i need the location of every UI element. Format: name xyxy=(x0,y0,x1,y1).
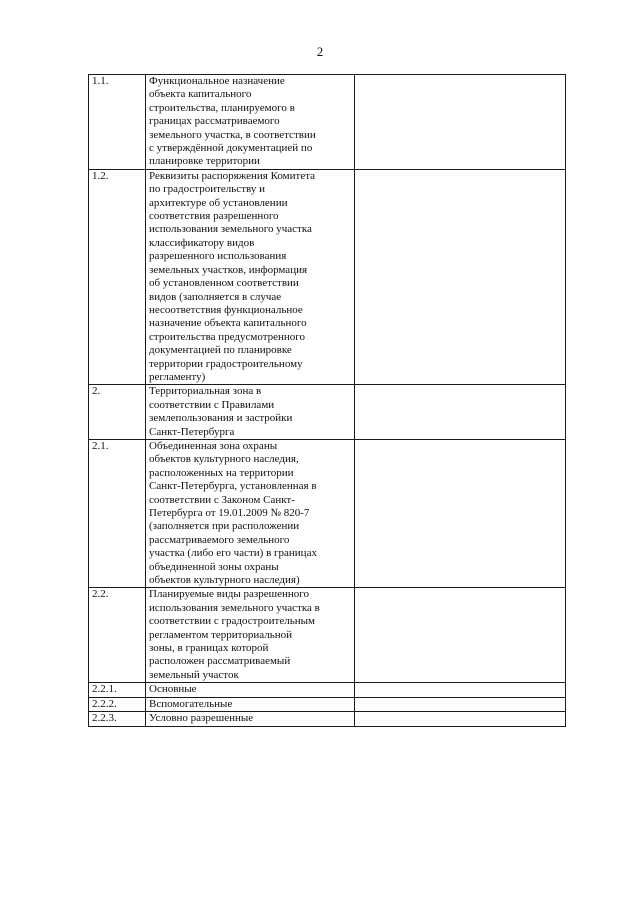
table-row xyxy=(89,697,566,711)
row-value-field[interactable] xyxy=(355,439,566,587)
row-label-line: территории градостроительному xyxy=(149,357,303,370)
row-label-line: объекта капитального xyxy=(149,88,252,101)
row-label xyxy=(146,385,355,440)
row-number: 1.2. xyxy=(89,169,146,385)
row-label-line: соответствии с Правилами xyxy=(149,398,275,411)
table-row xyxy=(89,439,566,587)
row-label-line: регламенту) xyxy=(149,370,206,383)
table-row xyxy=(89,385,566,440)
row-label-line: расположен рассматриваемый xyxy=(149,655,291,668)
row-value-field[interactable] xyxy=(355,169,566,385)
row-label-line: землепользования и застройки xyxy=(149,412,293,425)
row-label-line: использования земельного участка xyxy=(149,223,312,236)
row-label-line: Объединенная зона охраны xyxy=(149,439,278,452)
table-row xyxy=(89,75,566,170)
row-label-line: участка (либо его части) в границах xyxy=(149,547,317,560)
row-label-line: несоответствия функциональное xyxy=(149,303,303,316)
table-row xyxy=(89,712,566,726)
row-label-line: по градостроительству и xyxy=(149,183,265,196)
row-number: 1.1. xyxy=(89,75,146,170)
table-row xyxy=(89,169,566,385)
page-number: 2 xyxy=(316,44,324,59)
row-label-line: (заполняется при расположении xyxy=(149,520,300,533)
row-label-line: использования земельного участка в xyxy=(149,601,320,614)
row-label-line: назначение объекта капитального xyxy=(149,317,307,330)
row-value-field[interactable] xyxy=(355,712,566,726)
row-label xyxy=(146,683,355,697)
row-value-field[interactable] xyxy=(355,683,566,697)
row-label-line: видов (заполняется в случае xyxy=(149,290,282,303)
row-value-field[interactable] xyxy=(355,697,566,711)
row-label-line: Планируемые виды разрешенного xyxy=(149,588,309,601)
row-label-line: Вспомогательные xyxy=(149,697,233,710)
form-table-body xyxy=(89,75,566,727)
row-label-line: Территориальная зона в xyxy=(149,385,262,398)
row-label-line: объединенной зоны охраны xyxy=(149,560,279,573)
row-number: 2. xyxy=(89,385,146,440)
row-value-field[interactable] xyxy=(355,75,566,170)
row-label-line: об установленном соответствии xyxy=(149,277,299,290)
row-label-line: архитектуре об установлении xyxy=(149,196,288,209)
row-label-line: объектов культурного наследия, xyxy=(149,453,299,466)
row-label-line: границах рассматриваемого xyxy=(149,115,280,128)
row-label-line: соответствия разрешенного xyxy=(149,210,279,223)
row-label-line: земельного участка, в соответствии xyxy=(149,128,316,141)
row-number: 2.2. xyxy=(89,588,146,683)
row-label-line: разрешенного использования xyxy=(149,250,287,263)
row-label-line: Санкт-Петербурга xyxy=(149,425,235,438)
row-label-line: объектов культурного наследия) xyxy=(149,574,300,587)
row-label-line: рассматриваемого земельного xyxy=(149,533,290,546)
row-label-line: регламентом территориальной xyxy=(149,628,292,641)
row-label-line: строительства предусмотренного xyxy=(149,330,306,343)
row-label-line: Основные xyxy=(149,683,197,696)
row-number: 2.2.2. xyxy=(89,697,146,711)
row-label-line: планировке территории xyxy=(149,155,260,168)
row-label-line: соответствии с Законом Санкт- xyxy=(149,493,295,506)
row-label xyxy=(146,588,355,683)
row-label-line: с утверждённой документацией по xyxy=(149,142,313,155)
row-value-field[interactable] xyxy=(355,588,566,683)
row-label xyxy=(146,439,355,587)
table-row xyxy=(89,588,566,683)
row-label-line: классификатору видов xyxy=(149,236,255,249)
table-row xyxy=(89,683,566,697)
row-label-line: земельный участок xyxy=(149,668,239,681)
row-number: 2.1. xyxy=(89,439,146,587)
row-label-line: расположенных на территории xyxy=(149,466,294,479)
row-label-line: документацией по планировке xyxy=(149,344,292,357)
row-label-line: Санкт-Петербурга, установленная в xyxy=(149,480,317,493)
row-number: 2.2.3. xyxy=(89,712,146,726)
row-label-line: земельных участков, информация xyxy=(149,263,308,276)
row-number: 2.2.1. xyxy=(89,683,146,697)
row-label-line: Условно разрешенные xyxy=(149,712,254,725)
row-label xyxy=(146,169,355,385)
row-label xyxy=(146,75,355,170)
row-label-line: Петербурга от 19.01.2009 № 820-7 xyxy=(149,507,310,519)
row-label xyxy=(146,697,355,711)
row-label-line: строительства, планируемого в xyxy=(149,101,295,114)
row-label-line: Функциональное назначение xyxy=(149,75,285,87)
row-label-line: соответствии с градостроительным xyxy=(149,615,315,628)
row-label xyxy=(146,712,355,726)
row-value-field[interactable] xyxy=(355,385,566,440)
row-label-line: зоны, в границах которой xyxy=(149,642,269,655)
form-table xyxy=(88,74,566,727)
row-label-line: Реквизиты распоряжения Комитета xyxy=(149,169,316,182)
